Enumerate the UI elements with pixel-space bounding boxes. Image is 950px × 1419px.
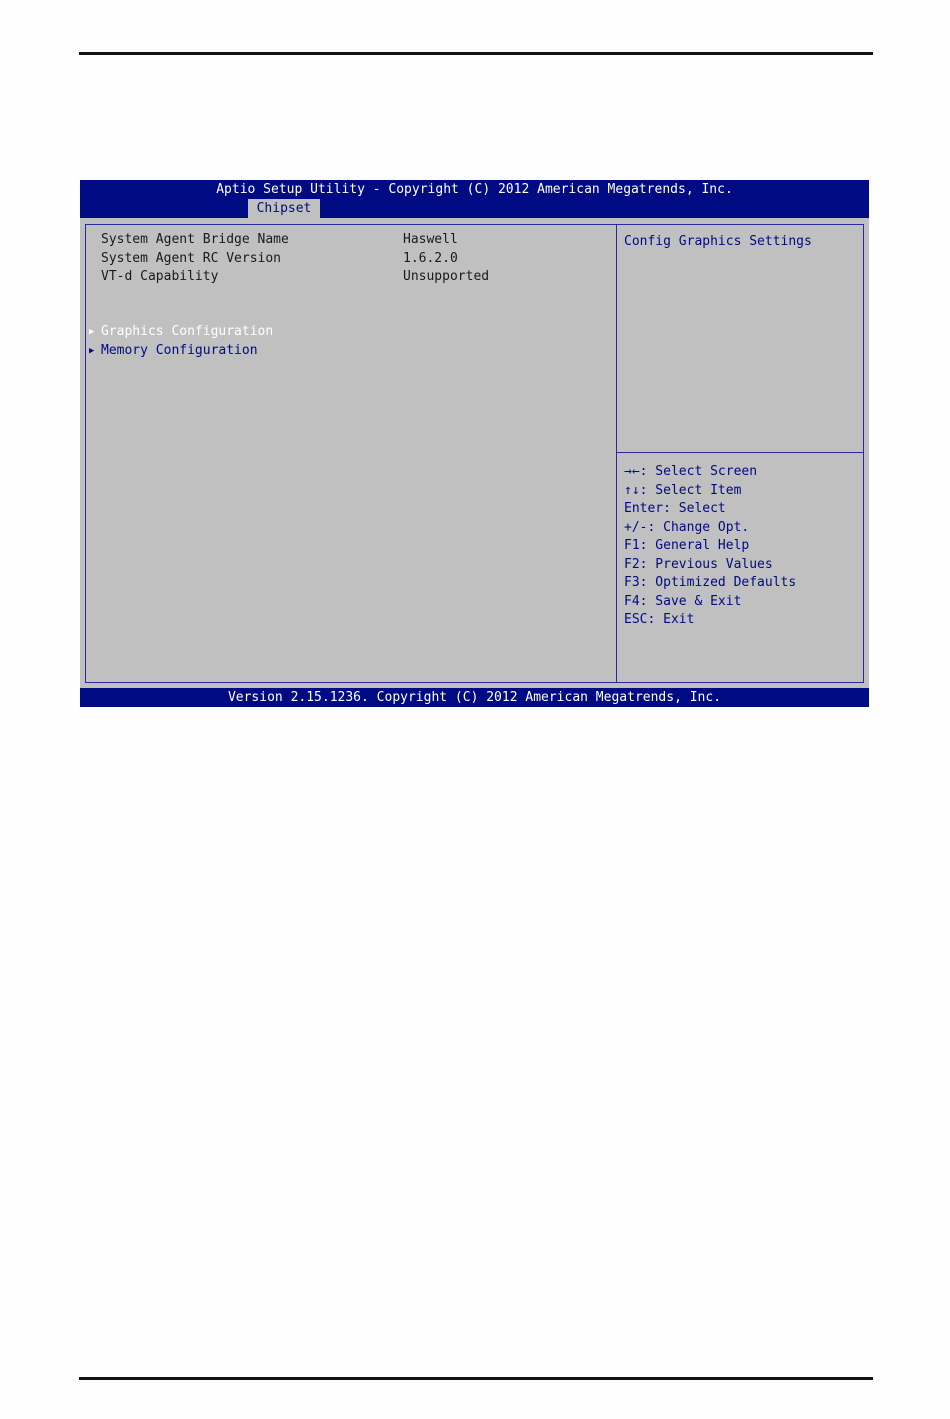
key-help-item: F3: Optimized Defaults <box>624 575 797 590</box>
page-bottom-rule <box>79 1377 873 1380</box>
bios-header <box>80 180 869 218</box>
key-help-item: F1: General Help <box>624 538 750 553</box>
triangle-right-icon: ▶ <box>89 346 95 356</box>
info-label: VT-d Capability <box>101 269 219 284</box>
bios-title: Aptio Setup Utility - Copyright (C) 2012 American Megatrends, Inc. <box>216 182 733 197</box>
menu-item-label: Memory Configuration <box>101 343 258 358</box>
menu-item-graphics-configuration[interactable] <box>89 323 274 341</box>
key-help-item: +/-: Change Opt. <box>624 519 750 535</box>
info-value: 1.6.2.0 <box>403 250 458 266</box>
key-help-item: ↑↓: Select Item <box>624 482 742 498</box>
page-top-rule <box>79 52 873 55</box>
key-help-list <box>624 463 796 630</box>
help-description: Config Graphics Settings <box>624 234 812 249</box>
info-label: System Agent RC Version <box>101 250 282 266</box>
info-value: Haswell <box>403 232 458 247</box>
bios-setup-screen <box>80 180 869 707</box>
main-panel <box>85 224 864 683</box>
key-help-item: ESC: Exit <box>624 612 695 627</box>
key-help-item: F4: Save & Exit <box>624 593 742 609</box>
key-help-item: Enter: Select <box>624 501 726 516</box>
help-divider <box>617 452 863 453</box>
info-label: System Agent Bridge Name <box>101 232 289 247</box>
menu-item-memory-configuration[interactable] <box>89 342 258 360</box>
tab-chipset[interactable]: Chipset <box>248 199 320 218</box>
triangle-right-icon: ▶ <box>89 327 95 337</box>
panel-vertical-divider <box>616 225 617 682</box>
menu-item-label: Graphics Configuration <box>101 324 274 339</box>
key-help-item: F2: Previous Values <box>624 556 773 572</box>
info-row-vtd-capability <box>101 268 490 286</box>
key-help-item: →←: Select Screen <box>624 464 758 479</box>
bios-footer: Version 2.15.1236. Copyright (C) 2012 American Megatrends, Inc. <box>80 688 869 707</box>
info-row-bridge-name <box>101 231 458 249</box>
info-row-rc-version <box>101 250 458 268</box>
info-value: Unsupported <box>403 269 490 284</box>
